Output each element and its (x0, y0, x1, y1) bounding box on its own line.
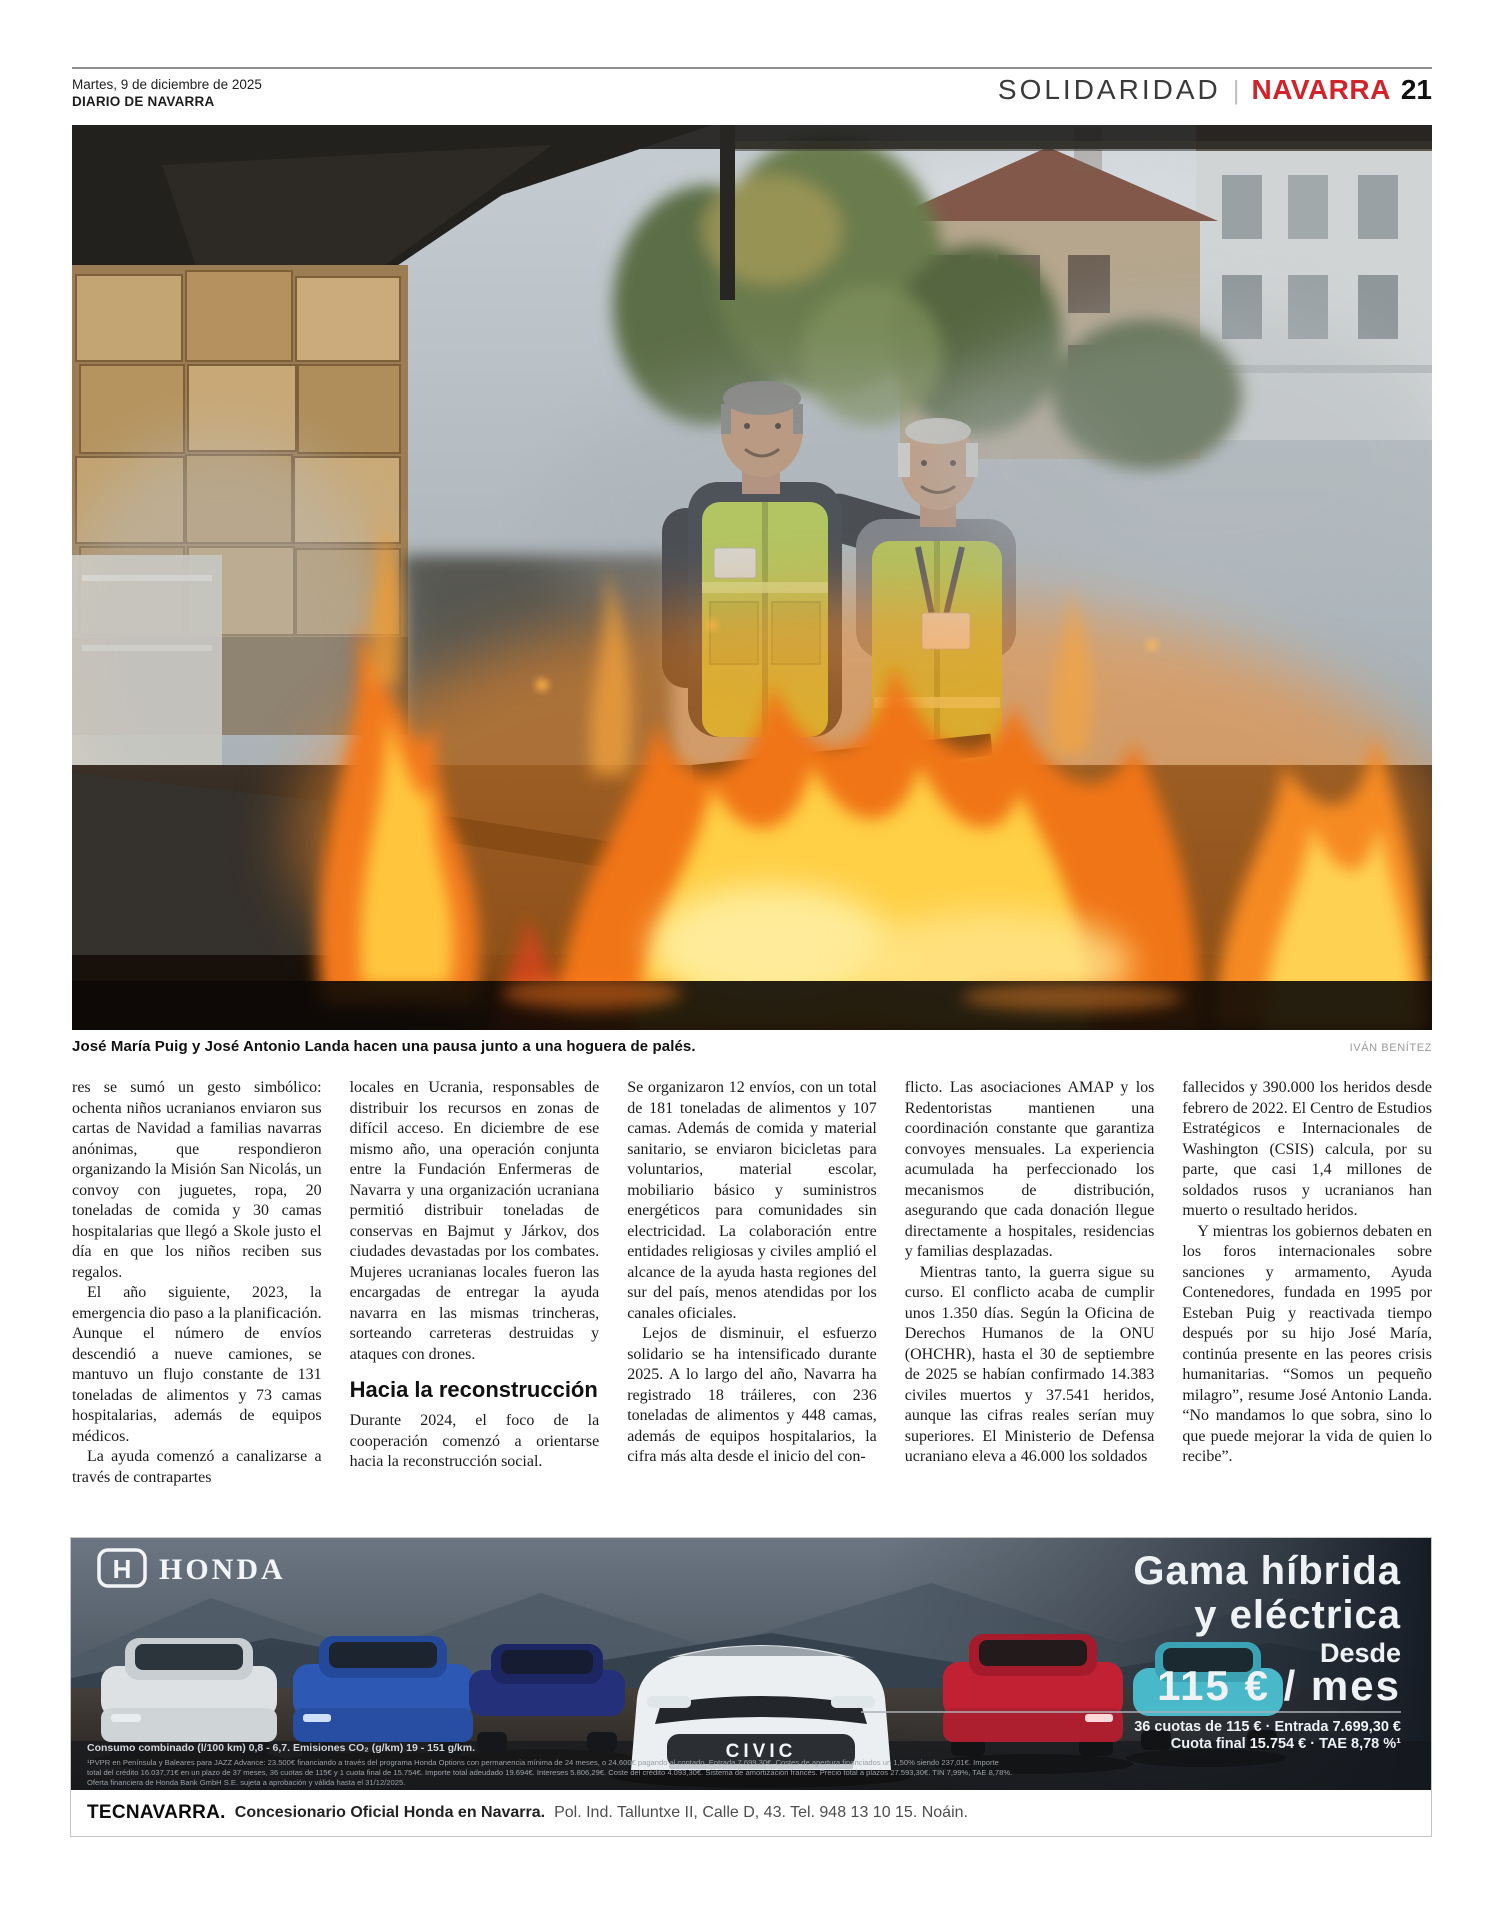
honda-logo (99, 1550, 286, 1586)
photo-caption-row (72, 1038, 1432, 1055)
civic-badge: CIVIC (725, 1741, 797, 1762)
section-divider: | (1232, 75, 1240, 105)
article-paragraph: Y mientras los gobiernos debaten en los foros internacionales sobre sanciones y armamento, Ayuda Contenedores, fundada en 1995 por Esteban Puig y reactivada tiempo después por su hijo José María, continúa presente en las peores crisis humanitarias. “Somos un pequeño milagro”, resume José Antonio Landa. “No mandamos lo que sobra, sino lo que puede mejorar la vida de quien lo recibe”. (1182, 1222, 1432, 1465)
ad-headline-2: y eléctrica (1194, 1593, 1401, 1637)
article-columns (72, 1078, 1432, 1488)
article-column (905, 1078, 1155, 1488)
article-paragraph: Lejos de disminuir, el esfuerzo solidario se ha intensificado durante 2025. A lo largo del año, Navarra ha registrado 18 tráileres, con 236 toneladas de alimentos y 448 camas, además de equipos hospitalarios, la cifra más alta desde el inicio del con- (627, 1325, 877, 1465)
page-number: 21 (1400, 74, 1432, 105)
article-column (1182, 1078, 1432, 1488)
article-subhead: Hacia la reconstrucción (349, 1377, 598, 1402)
section-title: SOLIDARIDAD (997, 74, 1221, 105)
ad-legal-2: total del crédito 16.037,71€ en un plazo de 37 meses, 36 cuotas de 115€ y 1 cuota final de 15.754€. Importe total adeudado 19.694€. Intereses 5.806,29€. Coste del crédito 4.093,30€. Sistema de amortización francés. Precio total a plazos 27.593,30€. TIN 7,99%, TAE 8,78%. (87, 1768, 1013, 1777)
article-column (627, 1078, 877, 1488)
honda-wordmark: HONDA (159, 1553, 286, 1586)
article-paragraph: Mientras tanto, la guerra sigue su curso. El conflicto acaba de cumplir unos 1.350 días. Según la Oficina de Derechos Humanos de la ONU (OHCHR), hasta el 30 de septiembre de 2025 se habían confirmado 14.383 civiles muertos y 37.541 heridos, aunque las cifras reales serían muy superiores. El Ministerio de Defensa ucraniano eleva a 46.000 los soldados (904, 1263, 1155, 1465)
ad-price: 115 € / mes (1157, 1662, 1401, 1709)
article-paragraph: flicto. Las asociaciones AMAP y los Redentoristas mantienen una coordinación constante que garantiza convoyes mensuales. La experiencia acumulada ha perfeccionado los mecanismos de distribución, asegurando que cada donación llegue directamente a hospitales, residencias y familias desplazadas. (904, 1079, 1155, 1260)
article-paragraph: res se sumó un gesto simbólico: ochenta niños ucranianos enviaron sus cartas de Navidad a familias navarras anónimas, que respondieron organizando la Misión San Nicolás, un convoy con juguetes, ropa, 20 toneladas de comida y 30 camas hospitalarias que llegó a Skole justo el día en que los niños reciben sus regalos. (72, 1079, 322, 1281)
article-paragraph: locales en Ucrania, responsables de distribuir los recursos en zonas de difícil acceso. En diciembre de ese mismo año, una operación conjunta entre la Fundación Enfermeras de Navarra y una organización ucraniana permitió distribuir toneladas de conservas en Bajmut y Járkov, dos ciudades devastadas por los combates. Mujeres ucranianas locales fueron las encargadas de entregar la ayuda navarra en las mismas trincheras, sorteando carreteras destruidas y ataques con drones. (349, 1079, 600, 1363)
ad-legal-3: Oferta financiera de Honda Bank GmbH S.E. sujeta a aprobación y válida hasta el 31/12/2025. (87, 1778, 406, 1787)
photo-credit: IVÁN BENÍTEZ (1349, 1042, 1432, 1054)
photo-illustration (72, 125, 1432, 1030)
ad-illustration (71, 1538, 1431, 1790)
photo-caption: José María Puig y José Antonio Landa hacen una pausa junto a una hoguera de palés. (72, 1038, 696, 1055)
dealer-address: Pol. Ind. Talluntxe II, Calle D, 43. Tel. 948 13 10 15. Noáin. (554, 1804, 968, 1821)
ad-price-prefix: Desde (1319, 1638, 1401, 1668)
article-paragraph: La ayuda comenzó a canalizarse a través de contrapartes (72, 1448, 322, 1486)
honda-logo-h: H (112, 1554, 132, 1584)
masthead-paper-name: DIARIO DE NAVARRA (72, 94, 215, 109)
ad-headline-1: Gama híbrida (1133, 1549, 1401, 1593)
article-paragraph: Durante 2024, el foco de la cooperación comenzó a orientarse hacia la reconstrucción social. (349, 1412, 600, 1470)
ad-image (71, 1538, 1431, 1790)
ad-terms-2: Cuota final 15.754 € · TAE 8,78 %¹ (1170, 1736, 1401, 1752)
article-column (350, 1078, 600, 1488)
article-paragraph: Se organizaron 12 envíos, con un total de 181 toneladas de alimentos y 107 camas. Además de comida y material sanitario, se enviaron bicicletas para voluntarios, material escolar, mobiliario básico y suministros energéticos para comunidades sin electricidad. La colaboración entre entidades religiosas y civiles amplió el alcance de la ayuda hasta regiones del sur del país, menos atendidas por los canales oficiales. (627, 1079, 877, 1322)
edition-title: NAVARRA (1251, 74, 1391, 105)
masthead-left (72, 76, 262, 110)
ad-consumption: Consumo combinado (l/100 km) 0,8 - 6,7. Emisiones CO₂ (g/km) 19 - 151 g/km. (87, 1742, 476, 1754)
ad-legal-1: ¹PVPR en Península y Baleares para JAZZ Advance: 23.500€ financiando a través del programa Honda Options con permanencia mínima de 24 meses, o 24.600€ pagando al contado. Entrada 7.699,30€. Costes de apertura financiados un 1,50% siendo 237,01€. Importe (87, 1758, 999, 1767)
honda-advertisement[interactable] (70, 1537, 1432, 1837)
masthead-rule (72, 67, 1432, 69)
dealer-name: TECNAVARRA. (87, 1802, 226, 1823)
ad-dealer-strip (71, 1790, 1431, 1836)
masthead-date: Martes, 9 de diciembre de 2025 (72, 77, 262, 92)
dealer-role: Concesionario Oficial Honda en Navarra. (234, 1804, 546, 1821)
article-photo (72, 125, 1432, 1030)
masthead-right (998, 74, 1432, 106)
article-paragraph: El año siguiente, 2023, la emergencia dio paso a la planificación. Aunque el número de envíos descendió a nueve camiones, se mantuvo un flujo constante de 131 toneladas de alimentos y 73 camas hospitalarias, además de equipos médicos. (72, 1284, 322, 1445)
article-paragraph: fallecidos y 390.000 los heridos desde febrero de 2022. El Centro de Estudios Estratégicos e Internacionales de Washington (CSIS) calcula, por su parte, que casi 1,4 millones de soldados rusos y ucranianos han muerto o resultado heridos. (1182, 1079, 1432, 1219)
ad-terms-1: 36 cuotas de 115 € · Entrada 7.699,30 € (1134, 1719, 1401, 1735)
article-column (72, 1078, 322, 1488)
